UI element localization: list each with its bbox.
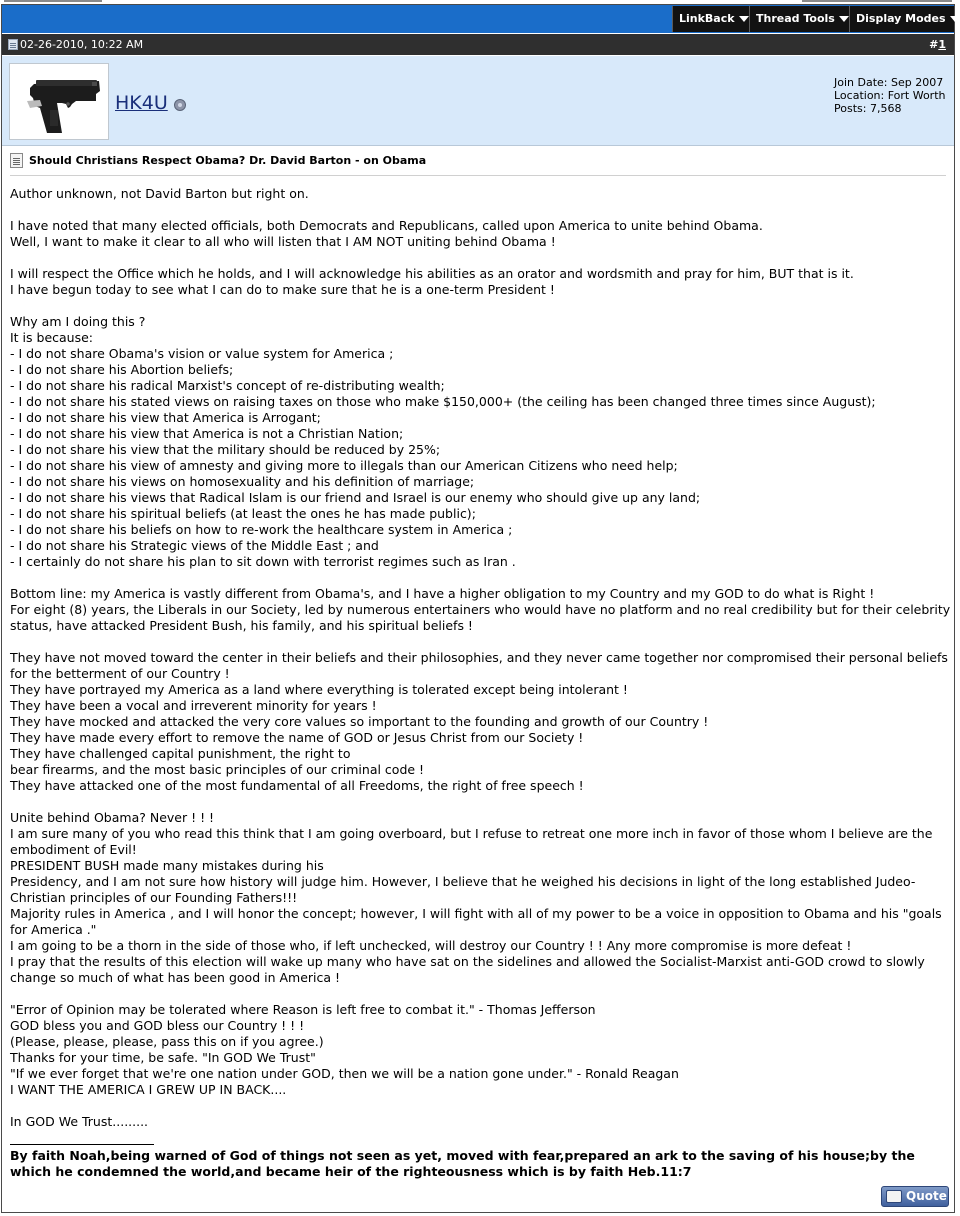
top-strip-tab-right [802, 0, 952, 2]
post-document-icon [10, 153, 23, 168]
user-stats [834, 76, 946, 115]
display-modes-label: Display Modes [856, 12, 946, 25]
username-link[interactable]: HK4U [115, 92, 168, 114]
post-body-line: I pray that the results of this election will wake up many who have sat on the sidelines and allowed the Socialist-Marxist anti-GOD crowd to slowly change so much of what has been good in America ! [10, 954, 929, 985]
post-body-line: I WANT THE AMERICA I GREW UP IN BACK.... [10, 1082, 287, 1097]
location: Location: Fort Worth [834, 89, 946, 102]
post-body-line: GOD bless you and GOD bless our Country ! ! ! [10, 1018, 305, 1033]
join-date: Join Date: Sep 2007 [834, 76, 944, 89]
post-number-link[interactable]: 1 [938, 38, 946, 51]
linkback-menu-button[interactable] [672, 6, 749, 32]
post-title: Should Christians Respect Obama? Dr. David Barton - on Obama [29, 154, 427, 167]
post-date-bar [2, 34, 954, 55]
post-body-line: Author unknown, not David Barton but right on. [10, 186, 309, 201]
chevron-down-icon [739, 16, 749, 22]
post-body-line: They have not moved toward the center in their beliefs and their philosophies, and they never came together nor compromised their personal beliefs for the betterment of our Country ! [10, 650, 952, 681]
post-body-line: bear firearms, and the most basic principles of our criminal code ! [10, 762, 425, 777]
old-post-icon [8, 39, 18, 50]
paragraph-gap [10, 634, 952, 650]
post-number [929, 34, 946, 55]
signature: By faith Noah,being warned of God of things not seen as yet, moved with fear,prepared an ark to the saving of his house;by the which he condemned the world,and became heir of the righteousness which is by faith Heb.11:7 [10, 1148, 915, 1179]
paragraph-gap [10, 298, 952, 314]
post-body-line: They have challenged capital punishment, the right to [10, 746, 351, 761]
post-body-line: - I do not share his view that America is not a Christian Nation; [10, 426, 404, 441]
linkback-label: LinkBack [679, 12, 735, 25]
thread-tools-label: Thread Tools [756, 12, 835, 25]
paragraph-gap [10, 1098, 952, 1114]
quote-icon [886, 1190, 902, 1203]
post-body-line: (Please, please, please, pass this on if you agree.) [10, 1034, 324, 1049]
post-body-line: - I do not share his beliefs on how to re-work the healthcare system in America ; [10, 522, 513, 537]
paragraph-gap [10, 202, 952, 218]
post-body-line: - I do not share his views that Radical Islam is our friend and Israel is our enemy who should give up any land; [10, 490, 701, 505]
chevron-down-icon [950, 16, 960, 22]
signature-divider [10, 1144, 154, 1145]
post-body-line: I will respect the Office which he holds, and I will acknowledge his abilities as an orator and wordsmith and pray for him, BUT that is it. [10, 266, 854, 281]
post-date: 02-26-2010, 10:22 AM [20, 38, 144, 51]
post-body-line: They have made every effort to remove the name of GOD or Jesus Christ from our Society ! [10, 730, 584, 745]
post-body-line: Majority rules in America , and I will honor the concept; however, I will fight with all of my power to be a voice in opposition to Obama and his "goals for America ." [10, 906, 946, 937]
post-body-line: For eight (8) years, the Liberals in our Society, led by numerous entertainers who would have no platform and no real credibility but for their celebrity status, have attacked President Bush, his family, and his spiritual beliefs ! [10, 602, 955, 633]
post-body-line: I am sure many of you who read this think that I am going overboard, but I refuse to retreat one more inch in favor of those whom I believe are the embodiment of Evil! [10, 826, 937, 857]
post-body-line: - I do not share his view that the military should be reduced by 25%; [10, 442, 441, 457]
post-body-line: - I certainly do not share his plan to sit down with terrorist regimes such as Iran . [10, 554, 516, 569]
post-body-line: - I do not share his views on homosexuality and his definition of marriage; [10, 474, 475, 489]
quote-button[interactable] [881, 1186, 949, 1207]
post-body-line: - I do not share his stated views on raising taxes on those who make $150,000+ (the ceiling has been changed three times since August); [10, 394, 876, 409]
post-body-line: - I do not share Obama's vision or value system for America ; [10, 346, 394, 361]
post-body-line: Thanks for your time, be safe. "In GOD We Trust" [10, 1050, 316, 1065]
post-body-line: They have been a vocal and irreverent minority for years ! [10, 698, 377, 713]
post-body-line: - I do not share his spiritual beliefs (at least the ones he has made public); [10, 506, 476, 521]
post-body-line: It is because: [10, 330, 94, 345]
post-count: Posts: 7,568 [834, 102, 902, 115]
chevron-down-icon [839, 16, 849, 22]
post-body-line: PRESIDENT BUSH made many mistakes during his [10, 858, 324, 873]
post-body-line: I have noted that many elected officials, both Democrats and Republicans, called upon America to unite behind Obama. [10, 218, 763, 233]
post-body-line: Presidency, and I am not sure how history will judge him. However, I believe that he weighed his decisions in light of the long established Judeo-Christian principles of our Founding Fathers!!! [10, 874, 916, 905]
paragraph-gap [10, 986, 952, 1002]
post-body-line: In GOD We Trust......... [10, 1114, 149, 1129]
post-body-line: Why am I doing this ? [10, 314, 146, 329]
post-body-line: - I do not share his view that America is Arrogant; [10, 410, 321, 425]
avatar[interactable] [9, 63, 109, 140]
post-body-line: Unite behind Obama? Never ! ! ! [10, 810, 215, 825]
post-body-line: They have mocked and attacked the very core values so important to the founding and growth of our Country ! [10, 714, 709, 729]
post-body-line: I am going to be a thorn in the side of those who, if left unchecked, will destroy our Country ! ! Any more compromise is more defeat ! [10, 938, 852, 953]
post-number-prefix: # [929, 38, 939, 51]
top-strip-tab-left [4, 0, 102, 2]
pistol-image [10, 64, 108, 139]
post-body-line: "If we ever forget that we're one nation under GOD, then we will be a nation gone under." - Ronald Reagan [10, 1066, 679, 1081]
paragraph-gap [10, 570, 952, 586]
user-info-bar [2, 56, 954, 146]
post-body-line: - I do not share his Abortion beliefs; [10, 362, 234, 377]
thread-tools-menu-button[interactable] [749, 6, 849, 32]
post-body-line: Well, I want to make it clear to all who will listen that I AM NOT uniting behind Obama ! [10, 234, 556, 249]
post-title-row [10, 153, 946, 176]
post-body-line: They have portrayed my America as a land where everything is tolerated except being intolerant ! [10, 682, 628, 697]
post-container [1, 4, 955, 1213]
post-body-line: "Error of Opinion may be tolerated where Reason is left free to combat it." - Thomas Jefferson [10, 1002, 596, 1017]
post-body-line: - I do not share his view of amnesty and giving more to illegals than our American Citizens who need help; [10, 458, 678, 473]
quote-label: Quote [906, 1189, 947, 1203]
post-body-line: Bottom line: my America is vastly different from Obama's, and I have a higher obligation to my Country and my GOD to do what is Right ! [10, 586, 875, 601]
post-body-line: - I do not share his radical Marxist's concept of re-distributing wealth; [10, 378, 445, 393]
paragraph-gap [10, 250, 952, 266]
post-body-line: I have begun today to see what I can do to make sure that he is a one-term President ! [10, 282, 555, 297]
offline-status-icon [174, 99, 186, 111]
post-body-line: They have attacked one of the most fundamental of all Freedoms, the right of free speech ! [10, 778, 584, 793]
post-body-line: - I do not share his Strategic views of the Middle East ; and [10, 538, 379, 553]
thread-toolbar [2, 5, 954, 33]
post-body [10, 186, 955, 1130]
paragraph-gap [10, 794, 952, 810]
display-modes-menu-button[interactable] [849, 6, 954, 32]
